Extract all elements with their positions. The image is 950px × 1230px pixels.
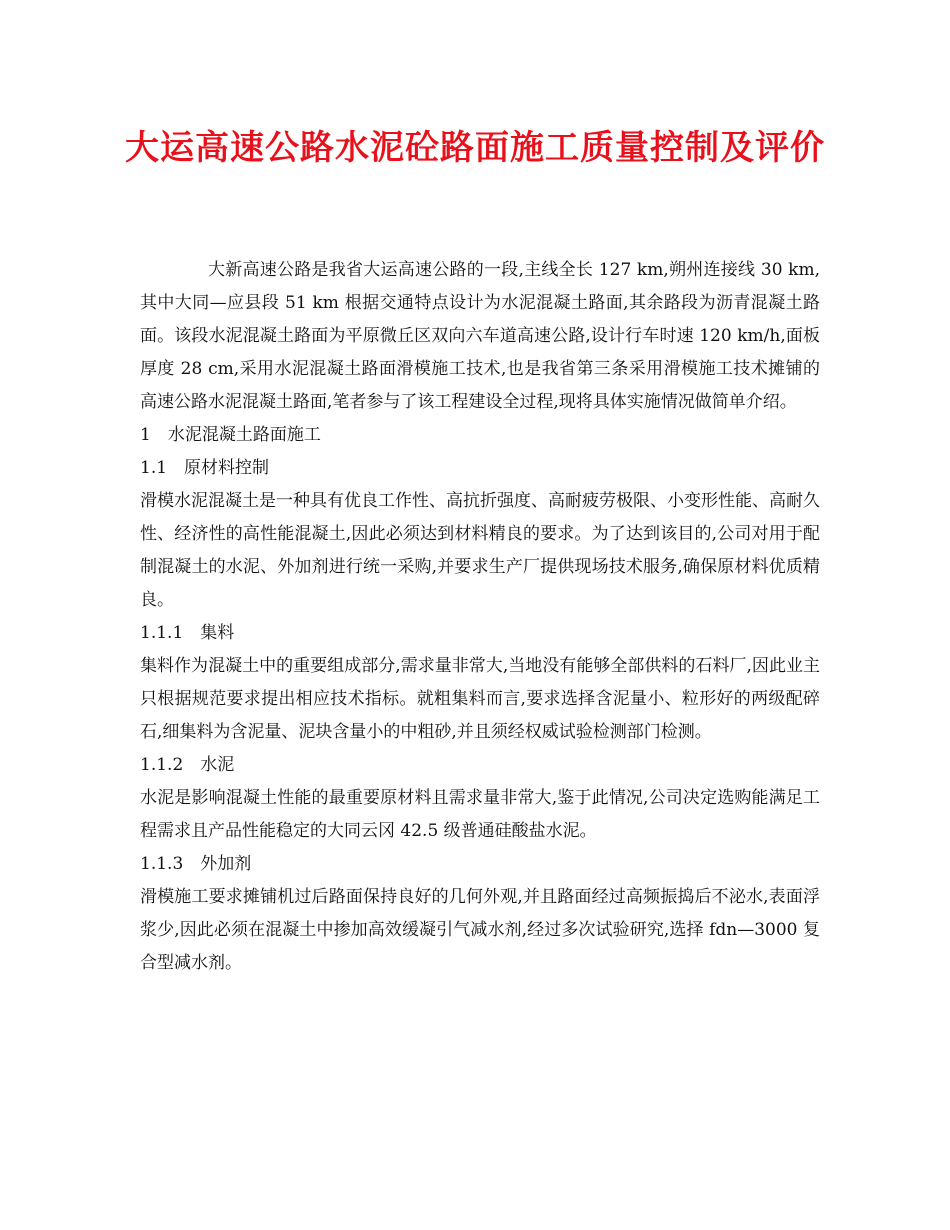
document-body xyxy=(140,254,820,980)
section-heading: 1.1.3 外加剂 xyxy=(140,854,252,874)
section-paragraph: 滑模施工要求摊铺机过后路面保持良好的几何外观,并且路面经过高频振捣后不泌水,表面浮浆少,因此必须在混凝土中掺加高效缓凝引气减水剂,经过多次试验研究,选择 fdn—3000 复合型减水剂。 xyxy=(140,887,820,973)
section-heading: 1 水泥混凝土路面施工 xyxy=(140,425,321,445)
section-paragraph: 滑模水泥混凝土是一种具有优良工作性、高抗折强度、高耐疲劳极限、小变形性能、高耐久性、经济性的高性能混凝土,因此必须达到材料精良的要求。为了达到该目的,公司对用于配制混凝土的水泥、外加剂进行统一采购,并要求生产厂提供现场技术服务,确保原材料优质精良。 xyxy=(140,491,820,610)
section-heading: 1.1 原材料控制 xyxy=(140,458,270,478)
section-heading: 1.1.2 水泥 xyxy=(140,755,235,775)
section-heading: 1.1.1 集料 xyxy=(140,623,235,643)
intro-paragraph: 大新高速公路是我省大运高速公路的一段,主线全长 127 km,朔州连接线 30 km,其中大同—应县段 51 km 根据交通特点设计为水泥混凝土路面,其余路段为沥青混凝土路面。该段水泥混凝土路面为平原微丘区双向六车道高速公路,设计行车时速 120 km/h,面板厚度 28 cm,采用水泥混凝土路面滑模施工技术,也是我省第三条采用滑模施工技术摊铺的高速公路水泥混凝土路面,笔者参与了该工程建设全过程,现将具体实施情况做简单介绍。 xyxy=(140,260,820,412)
section-paragraph: 集料作为混凝土中的重要组成部分,需求量非常大,当地没有能够全部供料的石料厂,因此业主只根据规范要求提出相应技术指标。就粗集料而言,要求选择含泥量小、粒形好的两级配碎石,细集料为含泥量、泥块含量小的中粗砂,并且须经权威试验检测部门检测。 xyxy=(140,656,820,742)
document-title: 大运高速公路水泥砼路面施工质量控制及评价 xyxy=(125,128,825,168)
section-paragraph: 水泥是影响混凝土性能的最重要原材料且需求量非常大,鉴于此情况,公司决定选购能满足工程需求且产品性能稳定的大同云冈 42.5 级普通硅酸盐水泥。 xyxy=(140,788,820,841)
